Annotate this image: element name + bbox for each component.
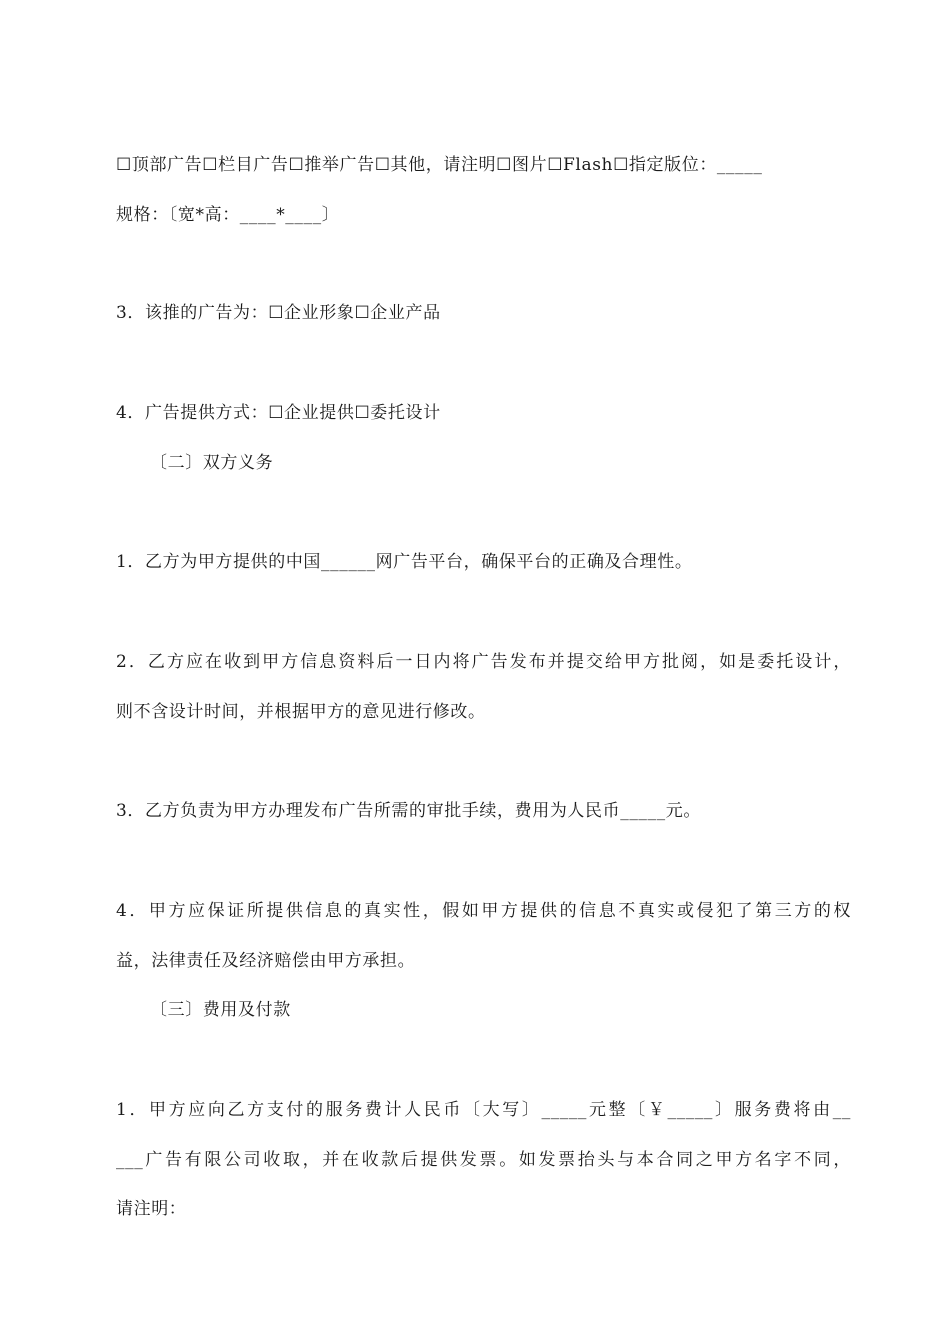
ad-type-options: 3．该推的广告为：☐企业形象☐企业产品: [116, 303, 441, 323]
ad-supply-method: 4．广告提供方式：☐企业提供☐委托设计: [116, 403, 441, 423]
obligation-item-2-line-1: 2．乙方应在收到甲方信息资料后一日内将广告发布并提交给甲方批阅，如是委托设计，: [116, 652, 851, 672]
fee-item-1-line-3: 请注明：: [116, 1199, 187, 1219]
section-heading-obligations: 〔二〕双方义务: [150, 453, 274, 473]
fee-item-1-line-1: 1．甲方应向乙方支付的服务费计人民币〔大写〕_____元整〔￥_____〕服务费将由__: [116, 1100, 851, 1120]
obligation-item-4-line-1: 4．甲方应保证所提供信息的真实性，假如甲方提供的信息不真实或侵犯了第三方的权: [116, 901, 851, 921]
obligation-item-3: 3．乙方负责为甲方办理发布广告所需的审批手续，费用为人民币_____元。: [116, 801, 701, 821]
obligation-item-1: 1．乙方为甲方提供的中国______网广告平台，确保平台的正确及合理性。: [116, 552, 693, 572]
ad-size-spec: 规格：〔宽*高：____*____〕: [116, 205, 340, 225]
obligation-item-4-line-2: 益，法律责任及经济赔偿由甲方承担。: [116, 951, 416, 971]
section-heading-fees: 〔三〕费用及付款: [150, 1000, 291, 1020]
ad-position-options: ☐顶部广告☐栏目广告☐推举广告☐其他，请注明☐图片☐Flash☐指定版位：_____: [116, 155, 763, 175]
fee-item-1-line-2: ___广告有限公司收取，并在收款后提供发票。如发票抬头与本合同之甲方名字不同，: [116, 1150, 851, 1170]
obligation-item-2-line-2: 则不含设计时间，并根据甲方的意见进行修改。: [116, 702, 486, 722]
